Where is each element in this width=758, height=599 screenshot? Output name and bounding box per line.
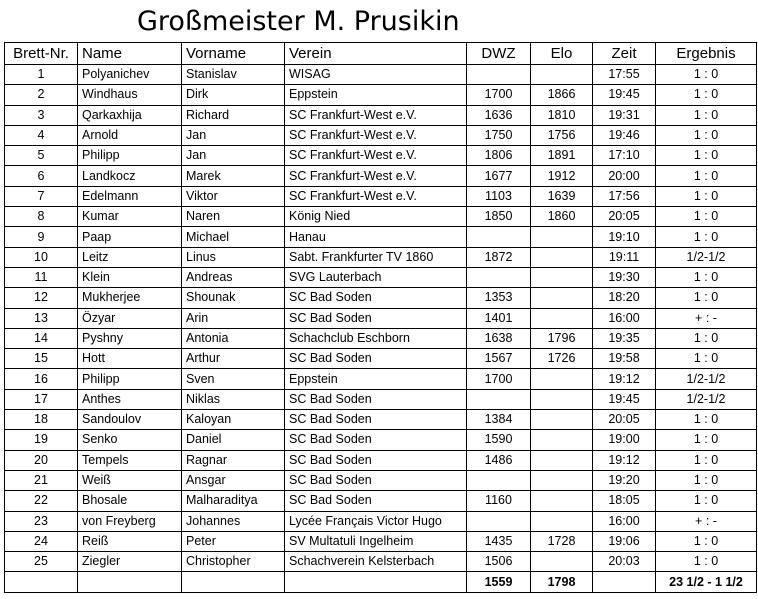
cell-board: 15 xyxy=(5,349,78,369)
cell-elo xyxy=(531,470,593,490)
cell-elo xyxy=(531,308,593,328)
cell-name: Qarkaxhija xyxy=(78,105,182,125)
cell-time: 19:35 xyxy=(593,328,656,348)
cell-board: 18 xyxy=(5,410,78,430)
cell-name: von Freyberg xyxy=(78,511,182,531)
cell-dwz: 1435 xyxy=(467,531,531,551)
table-row xyxy=(5,531,757,551)
cell-result: 1 : 0 xyxy=(656,430,757,450)
cell-dwz: 1700 xyxy=(467,85,531,105)
table-row xyxy=(5,186,757,206)
cell-name: Özyar xyxy=(78,308,182,328)
table-row xyxy=(5,369,757,389)
cell-board: 3 xyxy=(5,105,78,125)
cell-firstname: Jan xyxy=(182,125,285,145)
cell-elo xyxy=(531,552,593,572)
cell-result: 1 : 0 xyxy=(656,227,757,247)
cell-firstname: Niklas xyxy=(182,389,285,409)
cell-time: 19:06 xyxy=(593,531,656,551)
cell-result: 1 : 0 xyxy=(656,166,757,186)
table-row xyxy=(5,125,757,145)
cell-name: Weiß xyxy=(78,470,182,490)
cell-time: 19:45 xyxy=(593,85,656,105)
cell-result: 1 : 0 xyxy=(656,85,757,105)
cell-result: 1 : 0 xyxy=(656,349,757,369)
cell-club: SC Bad Soden xyxy=(285,430,467,450)
cell-board: 7 xyxy=(5,186,78,206)
totals-elo: 1798 xyxy=(531,572,593,592)
cell-time: 19:20 xyxy=(593,470,656,490)
cell-name: Philipp xyxy=(78,369,182,389)
cell-result: 1/2-1/2 xyxy=(656,389,757,409)
table-row xyxy=(5,450,757,470)
cell-time: 16:00 xyxy=(593,308,656,328)
cell-elo xyxy=(531,288,593,308)
results-table xyxy=(4,42,757,593)
cell-name: Edelmann xyxy=(78,186,182,206)
cell-elo: 1728 xyxy=(531,531,593,551)
cell-result: 1 : 0 xyxy=(656,470,757,490)
cell-time: 19:46 xyxy=(593,125,656,145)
cell-firstname: Antonia xyxy=(182,328,285,348)
table-row xyxy=(5,470,757,490)
cell-firstname: Linus xyxy=(182,247,285,267)
header-row xyxy=(5,43,757,65)
cell-elo: 1912 xyxy=(531,166,593,186)
cell-dwz: 1160 xyxy=(467,491,531,511)
cell-firstname: Viktor xyxy=(182,186,285,206)
cell-board: 10 xyxy=(5,247,78,267)
cell-name: Pyshny xyxy=(78,328,182,348)
column-header-board: Brett-Nr. xyxy=(5,43,78,65)
totals-empty-name xyxy=(78,572,182,592)
cell-dwz: 1401 xyxy=(467,308,531,328)
cell-name: Anthes xyxy=(78,389,182,409)
cell-elo xyxy=(531,450,593,470)
cell-firstname: Richard xyxy=(182,105,285,125)
cell-time: 16:00 xyxy=(593,511,656,531)
cell-name: Bhosale xyxy=(78,491,182,511)
cell-name: Kumar xyxy=(78,207,182,227)
cell-result: 1 : 0 xyxy=(656,125,757,145)
column-header-elo: Elo xyxy=(531,43,593,65)
cell-dwz: 1677 xyxy=(467,166,531,186)
cell-name: Klein xyxy=(78,267,182,287)
cell-name: Senko xyxy=(78,430,182,450)
totals-dwz: 1559 xyxy=(467,572,531,592)
table-row xyxy=(5,288,757,308)
table-row xyxy=(5,146,757,166)
cell-result: 1 : 0 xyxy=(656,186,757,206)
cell-time: 18:05 xyxy=(593,491,656,511)
cell-club: WISAG xyxy=(285,65,467,85)
cell-elo: 1860 xyxy=(531,207,593,227)
cell-dwz xyxy=(467,389,531,409)
cell-board: 23 xyxy=(5,511,78,531)
cell-club: Hanau xyxy=(285,227,467,247)
cell-firstname: Jan xyxy=(182,146,285,166)
cell-time: 19:10 xyxy=(593,227,656,247)
cell-dwz: 1872 xyxy=(467,247,531,267)
cell-time: 19:12 xyxy=(593,369,656,389)
cell-board: 14 xyxy=(5,328,78,348)
page-title: Großmeister M. Prusikin xyxy=(137,6,460,37)
cell-club: SC Bad Soden xyxy=(285,349,467,369)
cell-firstname: Malharaditya xyxy=(182,491,285,511)
table-row xyxy=(5,491,757,511)
cell-dwz: 1590 xyxy=(467,430,531,450)
cell-elo: 1810 xyxy=(531,105,593,125)
cell-time: 20:03 xyxy=(593,552,656,572)
cell-name: Polyanichev xyxy=(78,65,182,85)
table-row xyxy=(5,430,757,450)
table-row xyxy=(5,349,757,369)
cell-board: 24 xyxy=(5,531,78,551)
cell-board: 19 xyxy=(5,430,78,450)
cell-dwz: 1506 xyxy=(467,552,531,572)
cell-time: 19:30 xyxy=(593,267,656,287)
cell-time: 19:58 xyxy=(593,349,656,369)
cell-board: 4 xyxy=(5,125,78,145)
cell-dwz: 1850 xyxy=(467,207,531,227)
cell-result: 1 : 0 xyxy=(656,146,757,166)
cell-club: Lycée Français Victor Hugo xyxy=(285,511,467,531)
cell-club: SC Frankfurt-West e.V. xyxy=(285,186,467,206)
cell-elo xyxy=(531,410,593,430)
cell-dwz: 1750 xyxy=(467,125,531,145)
cell-board: 13 xyxy=(5,308,78,328)
cell-board: 6 xyxy=(5,166,78,186)
cell-board: 8 xyxy=(5,207,78,227)
cell-name: Leitz xyxy=(78,247,182,267)
column-header-result: Ergebnis xyxy=(656,43,757,65)
table-row xyxy=(5,247,757,267)
cell-board: 21 xyxy=(5,470,78,490)
cell-time: 19:45 xyxy=(593,389,656,409)
cell-firstname: Ansgar xyxy=(182,470,285,490)
cell-name: Hott xyxy=(78,349,182,369)
cell-club: SC Bad Soden xyxy=(285,288,467,308)
cell-club: SC Bad Soden xyxy=(285,491,467,511)
cell-firstname: Johannes xyxy=(182,511,285,531)
cell-club: SC Frankfurt-West e.V. xyxy=(285,146,467,166)
cell-elo xyxy=(531,247,593,267)
table-row xyxy=(5,511,757,531)
cell-result: 1 : 0 xyxy=(656,288,757,308)
cell-dwz: 1353 xyxy=(467,288,531,308)
cell-result: 1/2-1/2 xyxy=(656,369,757,389)
cell-elo xyxy=(531,430,593,450)
cell-firstname: Kaloyan xyxy=(182,410,285,430)
cell-board: 20 xyxy=(5,450,78,470)
cell-dwz: 1103 xyxy=(467,186,531,206)
cell-result: 1 : 0 xyxy=(656,450,757,470)
cell-result: 1 : 0 xyxy=(656,105,757,125)
cell-dwz: 1384 xyxy=(467,410,531,430)
cell-board: 25 xyxy=(5,552,78,572)
totals-row xyxy=(5,572,757,592)
cell-dwz: 1636 xyxy=(467,105,531,125)
cell-dwz xyxy=(467,65,531,85)
cell-elo: 1726 xyxy=(531,349,593,369)
cell-club: König Nied xyxy=(285,207,467,227)
cell-firstname: Michael xyxy=(182,227,285,247)
cell-name: Paap xyxy=(78,227,182,247)
cell-time: 19:00 xyxy=(593,430,656,450)
cell-firstname: Stanislav xyxy=(182,65,285,85)
table-row xyxy=(5,207,757,227)
cell-time: 20:05 xyxy=(593,410,656,430)
cell-result: 1 : 0 xyxy=(656,65,757,85)
cell-dwz: 1700 xyxy=(467,369,531,389)
cell-result: 1 : 0 xyxy=(656,410,757,430)
cell-board: 17 xyxy=(5,389,78,409)
table-row xyxy=(5,85,757,105)
cell-time: 20:00 xyxy=(593,166,656,186)
column-header-firstname: Vorname xyxy=(182,43,285,65)
cell-time: 19:11 xyxy=(593,247,656,267)
cell-dwz xyxy=(467,470,531,490)
cell-time: 17:10 xyxy=(593,146,656,166)
cell-board: 11 xyxy=(5,267,78,287)
table-body xyxy=(5,65,757,572)
cell-club: SC Bad Soden xyxy=(285,450,467,470)
cell-board: 16 xyxy=(5,369,78,389)
cell-name: Arnold xyxy=(78,125,182,145)
cell-club: SC Frankfurt-West e.V. xyxy=(285,125,467,145)
cell-club: SC Frankfurt-West e.V. xyxy=(285,105,467,125)
table-row xyxy=(5,65,757,85)
cell-club: SC Frankfurt-West e.V. xyxy=(285,166,467,186)
cell-firstname: Daniel xyxy=(182,430,285,450)
cell-firstname: Marek xyxy=(182,166,285,186)
cell-result: + : - xyxy=(656,308,757,328)
cell-name: Sandoulov xyxy=(78,410,182,430)
cell-dwz xyxy=(467,267,531,287)
cell-dwz: 1806 xyxy=(467,146,531,166)
cell-dwz xyxy=(467,511,531,531)
column-header-name: Name xyxy=(78,43,182,65)
cell-dwz xyxy=(467,227,531,247)
cell-name: Philipp xyxy=(78,146,182,166)
cell-club: SC Bad Soden xyxy=(285,470,467,490)
cell-club: SC Bad Soden xyxy=(285,389,467,409)
column-header-club: Verein xyxy=(285,43,467,65)
cell-elo: 1756 xyxy=(531,125,593,145)
column-header-time: Zeit xyxy=(593,43,656,65)
cell-name: Ziegler xyxy=(78,552,182,572)
table-row xyxy=(5,227,757,247)
cell-firstname: Dirk xyxy=(182,85,285,105)
table-row xyxy=(5,308,757,328)
cell-firstname: Arin xyxy=(182,308,285,328)
table-row xyxy=(5,389,757,409)
totals-empty-time xyxy=(593,572,656,592)
cell-name: Tempels xyxy=(78,450,182,470)
cell-board: 2 xyxy=(5,85,78,105)
cell-club: SVG Lauterbach xyxy=(285,267,467,287)
cell-result: 1 : 0 xyxy=(656,207,757,227)
table-row xyxy=(5,105,757,125)
cell-club: SV Multatuli Ingelheim xyxy=(285,531,467,551)
cell-name: Reiß xyxy=(78,531,182,551)
cell-firstname: Christopher xyxy=(182,552,285,572)
cell-elo xyxy=(531,369,593,389)
cell-firstname: Andreas xyxy=(182,267,285,287)
cell-name: Windhaus xyxy=(78,85,182,105)
cell-elo: 1639 xyxy=(531,186,593,206)
totals-result: 23 1/2 - 1 1/2 xyxy=(656,572,757,592)
cell-club: Sabt. Frankfurter TV 1860 xyxy=(285,247,467,267)
cell-name: Mukherjee xyxy=(78,288,182,308)
cell-result: 1 : 0 xyxy=(656,491,757,511)
table-row xyxy=(5,328,757,348)
cell-firstname: Peter xyxy=(182,531,285,551)
cell-board: 9 xyxy=(5,227,78,247)
table-row xyxy=(5,410,757,430)
cell-elo xyxy=(531,389,593,409)
cell-elo xyxy=(531,227,593,247)
cell-result: + : - xyxy=(656,511,757,531)
cell-elo xyxy=(531,267,593,287)
cell-firstname: Arthur xyxy=(182,349,285,369)
totals-empty-club xyxy=(285,572,467,592)
cell-dwz: 1486 xyxy=(467,450,531,470)
cell-elo xyxy=(531,511,593,531)
totals-empty-firstname xyxy=(182,572,285,592)
cell-board: 22 xyxy=(5,491,78,511)
cell-elo: 1796 xyxy=(531,328,593,348)
cell-elo: 1891 xyxy=(531,146,593,166)
cell-club: Schachclub Eschborn xyxy=(285,328,467,348)
cell-result: 1 : 0 xyxy=(656,531,757,551)
cell-result: 1 : 0 xyxy=(656,328,757,348)
cell-board: 12 xyxy=(5,288,78,308)
column-header-dwz: DWZ xyxy=(467,43,531,65)
cell-time: 20:05 xyxy=(593,207,656,227)
cell-result: 1 : 0 xyxy=(656,552,757,572)
cell-result: 1/2-1/2 xyxy=(656,247,757,267)
cell-time: 18:20 xyxy=(593,288,656,308)
cell-club: SC Bad Soden xyxy=(285,410,467,430)
table-row xyxy=(5,166,757,186)
cell-elo xyxy=(531,491,593,511)
cell-club: Eppstein xyxy=(285,369,467,389)
cell-board: 5 xyxy=(5,146,78,166)
cell-firstname: Ragnar xyxy=(182,450,285,470)
cell-dwz: 1638 xyxy=(467,328,531,348)
cell-club: Schachverein Kelsterbach xyxy=(285,552,467,572)
cell-firstname: Sven xyxy=(182,369,285,389)
cell-elo: 1866 xyxy=(531,85,593,105)
cell-firstname: Naren xyxy=(182,207,285,227)
cell-time: 17:56 xyxy=(593,186,656,206)
table-row xyxy=(5,267,757,287)
cell-time: 17:55 xyxy=(593,65,656,85)
totals-empty-board xyxy=(5,572,78,592)
cell-result: 1 : 0 xyxy=(656,267,757,287)
cell-time: 19:31 xyxy=(593,105,656,125)
cell-time: 19:12 xyxy=(593,450,656,470)
cell-club: SC Bad Soden xyxy=(285,308,467,328)
cell-name: Landkocz xyxy=(78,166,182,186)
cell-elo xyxy=(531,65,593,85)
cell-dwz: 1567 xyxy=(467,349,531,369)
cell-firstname: Shounak xyxy=(182,288,285,308)
table-row xyxy=(5,552,757,572)
cell-board: 1 xyxy=(5,65,78,85)
cell-club: Eppstein xyxy=(285,85,467,105)
